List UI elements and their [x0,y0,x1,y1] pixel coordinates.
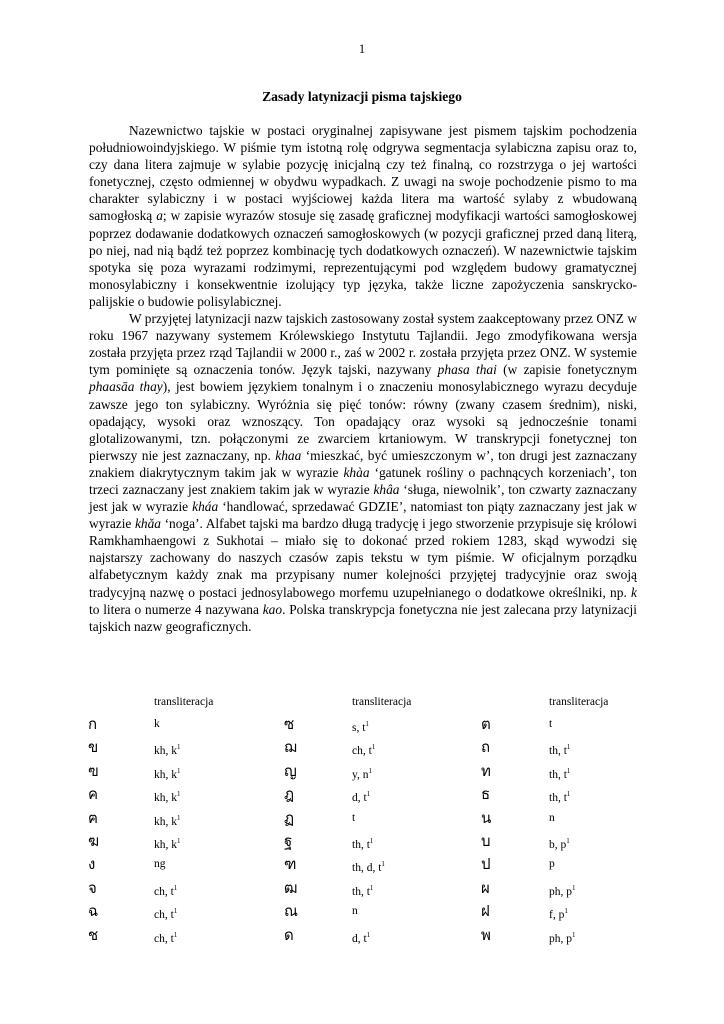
transliteration-value [352,737,375,761]
thai-letter: ณ [284,902,298,921]
thai-letter: ฅ [88,808,99,827]
italic-term: kháa [192,499,219,515]
thai-letter: ฉ [88,902,99,921]
thai-letter: ป [481,855,491,874]
transliteration-value [154,761,181,785]
footnote-marker: 1 [369,836,374,845]
footnote-marker: 1 [564,907,568,916]
transliteration-text: ch, t [154,885,174,898]
footnote-marker: 1 [368,766,373,775]
footnote-marker: 1 [369,883,374,892]
thai-letter: พ [481,925,491,944]
italic-term: khàa [343,464,370,480]
column-header-transliteration: transliteracja [352,696,412,708]
table-header [88,692,648,714]
table-row [88,761,648,784]
footnote-marker: 1 [572,883,576,892]
transliteration-value [352,925,370,949]
footnote-marker: 1 [177,790,181,799]
transliteration-value [352,878,373,902]
transliteration-value [549,878,576,902]
text-run: (w zapisie fonetycznym [496,362,638,378]
italic-term: khaa [275,447,302,463]
italic-term: phaasāa thay [89,379,163,395]
table-row [88,831,648,854]
thai-letter: ฒ [284,878,298,897]
thai-letter: น [481,808,492,827]
footnote-marker: 1 [371,743,376,752]
transliteration-value [154,784,181,808]
transliteration-value [154,878,177,902]
text-run: ‘handlować, sprzedawać GDZIE’, natomiast ton piąty zaznaczany jest jak w wyrazie [89,499,638,532]
text-run: . Polska transkrypcja fonetyczna nie jest zalecana przy latynizacji tajskich nazw geograficznych. [89,601,637,634]
transliteration-text: f, p [549,909,565,922]
transliteration-value [352,761,372,785]
table-row [88,737,648,760]
italic-term: kao [262,601,283,617]
thai-letter: ถ [481,738,491,757]
transliteration-value [352,831,373,855]
transliteration-text: kh, k [154,815,177,828]
footnote-marker: 1 [177,813,181,822]
footnote-marker: 1 [566,743,571,752]
text-run: Nazewnictwo tajskie w postaci oryginalnej zapisywane jest pismem tajskim pochodzenia południowoindyjskiego. W piśmie tym istotną rolę odgrywa segmentacja sylabiczna zapisu oraz to, czy dana litera zajmuje w sylabie pozycję inicjalną czy też finalną, co rozstrzyga o jej wartości fonetycznej, często odmiennej w obydwu wypadkach. Z uwagi na swoje pochodzenie pismo to ma charakter sylabiczny i w postaci wyjściowej każda litera ma wartość sylaby z wbudowaną samogłoską [89,123,637,224]
italic-term: k [631,584,637,600]
transliteration-text: kh, k [154,768,177,781]
table-row [88,925,648,948]
transliteration-value [549,925,576,949]
transliteration-value [549,737,570,761]
transliteration-text: n [549,811,555,824]
footnote-marker: 1 [173,907,178,916]
italic-term: phasa thai [437,362,497,378]
text-run: ; w zapisie wyrazów stosuje się zasadę graficznej modyfikacji wartości samogłoskowej poprzez dodawanie dodatkowych oznaczeń samogłoskowych (w pozycji graficznej przed daną literą, po niej, nad nią bądź też poprzez kombinację tych dodatkowych oznaczeń). W nazewnictwie tajskim spotyka się poza wyrazami rodzimymi, reprezentującymi pod względem budowy gramatycznej monosylabiczny i konsekwentnie izolujący typ języka, także liczne zapożyczenia sanskrycko-palijskie o budowie polisylabicznej. [89,208,638,309]
paragraph-2 [89,310,637,635]
transliteration-text: t [352,811,356,824]
transliteration-text: y, n [352,768,369,781]
transliteration-value [352,714,369,738]
thai-letter: ช [88,925,99,944]
transliteration-text: ph, p [549,932,572,945]
table-row [88,808,648,831]
footnote-marker: 1 [177,836,181,845]
footnote-marker: 1 [566,790,571,799]
thai-letter: ฌ [284,738,297,757]
transliteration-text: kh, k [154,745,177,758]
text-run: ‘mieszkać, być umieszczonym w’, ton drugi jest zaznaczany znakiem diakrytycznym takim jak w wyrazie [89,447,638,480]
footnote-marker: 1 [177,743,181,752]
footnote-marker: 1 [366,930,371,939]
footnote-marker: 1 [566,836,570,845]
transliteration-text: d, t [352,792,367,805]
transliteration-text: th, t [352,885,370,898]
thai-letter: ฝ [481,902,490,921]
footnote-marker: 1 [173,883,178,892]
document-title: Zasady latynizacji pisma tajskiego [262,89,462,104]
transliteration-value [154,808,181,832]
transliteration-text: kh, k [154,838,177,851]
table-body [88,714,648,948]
footnote-marker: 1 [173,930,178,939]
transliteration-text: ng [154,858,166,871]
transliteration-text: ch, t [352,745,372,758]
transliteration-text: d, t [352,932,367,945]
transliteration-value [549,714,552,734]
column-header-transliteration: transliteracja [154,696,214,708]
transliteration-value [549,761,570,785]
transliteration-text: b, p [549,838,567,851]
italic-term: khǎa [134,516,161,532]
transliteration-text: th, d, t [352,862,382,875]
transliteration-value [549,831,570,855]
thai-letter: ญ [284,761,297,780]
transliteration-value [352,854,385,878]
thai-letter: ท [481,761,491,780]
thai-letter: บ [481,831,491,850]
footnote-marker: 1 [366,790,371,799]
thai-letter: ธ [481,785,491,804]
transliteration-text: n [352,905,358,918]
thai-letter: ด [284,925,294,944]
transliteration-text: kh, k [154,792,177,805]
thai-letter: ผ [481,878,490,897]
thai-letter: ค [88,785,99,804]
text-run: ‘noga’. Alfabet tajski ma bardzo długą tradycję i jego stworzenie przypisuje się królowi Ramkhamhaengowi z Sukhotai – miało się to dokonać przed rokiem 1283, skąd wywodzi się najstarszy zachowany do naszych czasów zapis tekstu w tym piśmie. W oficjalnym porządku alfabetycznym każdy znak ma przypisany numer kolejności przyjętej tradycyjnie oraz swoją tradycyjną nazwę o postaci jednosylabowego morfemu uzupełnianego o dodatkowe określniki, np. [89,516,637,600]
transliteration-text: s, t [352,722,366,734]
transliteration-value [154,714,160,734]
transliteration-value [154,831,181,855]
transliteration-text: ph, p [549,885,572,898]
footnote-marker: 1 [365,720,369,728]
column-header-transliteration: transliteracja [549,696,609,708]
transliteration-text: k [154,718,160,730]
transliteration-value [154,901,177,925]
text-run: ), jest bowiem językiem tonalnym i o znaczeniu monosylabicznego wyrazu decyduje zawsze jego ton sylabiczny. Wyróżnia się pięć tonów: równy (zwany czasem średnim), niski, opadający, wysoki oraz wznoszący. Ton opadający oraz wysoki są jednocześnie tonami glotalizowanymi, tzn. połączonymi ze zwarciem krtaniowym. W transkrypcji fonetycznej ton pierwszy nie jest zaznaczany, np. [89,379,637,463]
footnote-marker: 1 [566,766,571,775]
thai-letter: ฏ [284,808,295,827]
table-row [88,878,648,901]
transliteration-value [352,808,355,828]
text-run: ‘sługa, niewolnik’, ton czwarty zaznaczany jest jak w wyrazie [89,481,637,515]
transliteration-table [88,692,648,948]
table-row [88,854,648,877]
transliteration-text: th, t [549,792,567,805]
footnote-marker: 1 [177,766,181,775]
transliteration-value [549,808,555,828]
transliteration-value [549,784,570,808]
thai-letter: ฑ [284,855,297,874]
body-text [89,122,637,635]
transliteration-text: ch, t [154,909,174,922]
thai-letter: ฆ [88,831,100,850]
table-row [88,901,648,924]
thai-letter: ซ [284,715,295,733]
thai-letter: ข [88,738,99,757]
footnote-marker: 1 [381,860,385,869]
transliteration-value [154,737,181,761]
italic-term: a [156,208,163,224]
thai-letter: ง [88,855,96,874]
transliteration-text: th, t [549,745,567,758]
transliteration-value [549,854,555,874]
thai-letter: ฐ [284,831,293,850]
transliteration-text: th, t [549,768,567,781]
transliteration-value [352,784,370,808]
thai-letter: ฎ [284,785,295,804]
text-run: W przyjętej latynizacji nazw tajskich zastosowany został system zaakceptowany przez ONZ w roku 1967 nazywany systemem Królewskiego Instytutu Tajlandii. Jego zmodyfikowana wersja została przyjęta przez rząd Tajlandii w 2000 r., zaś w 2002 r. została przyjęta przez ONZ. W systemie tym pominięte są oznaczenia tonów. Język tajski, nazywany [89,311,637,378]
transliteration-value [352,901,358,921]
text-run: ‘gatunek rośliny o pachnących korzeniach’, ton trzeci zaznaczany jest znakiem takim jak w wyrazie [89,464,637,497]
table-row [88,714,648,737]
transliteration-value [154,854,166,874]
thai-letter: จ [88,878,97,897]
italic-term: khâa [373,481,400,497]
transliteration-text: th, t [352,838,370,851]
thai-letter: ก [88,715,98,733]
paragraph-1 [89,122,637,310]
thai-letter: ต [481,715,491,733]
transliteration-value [549,901,568,925]
text-run: to litera o numerze 4 nazywana [89,601,263,617]
transliteration-text: ch, t [154,932,174,945]
table-row [88,784,648,807]
thai-letter: ฃ [88,761,99,780]
page-number: 1 [358,42,366,56]
transliteration-text: t [549,718,553,730]
footnote-marker: 1 [572,930,576,939]
transliteration-text: p [549,858,555,871]
transliteration-value [154,925,177,949]
